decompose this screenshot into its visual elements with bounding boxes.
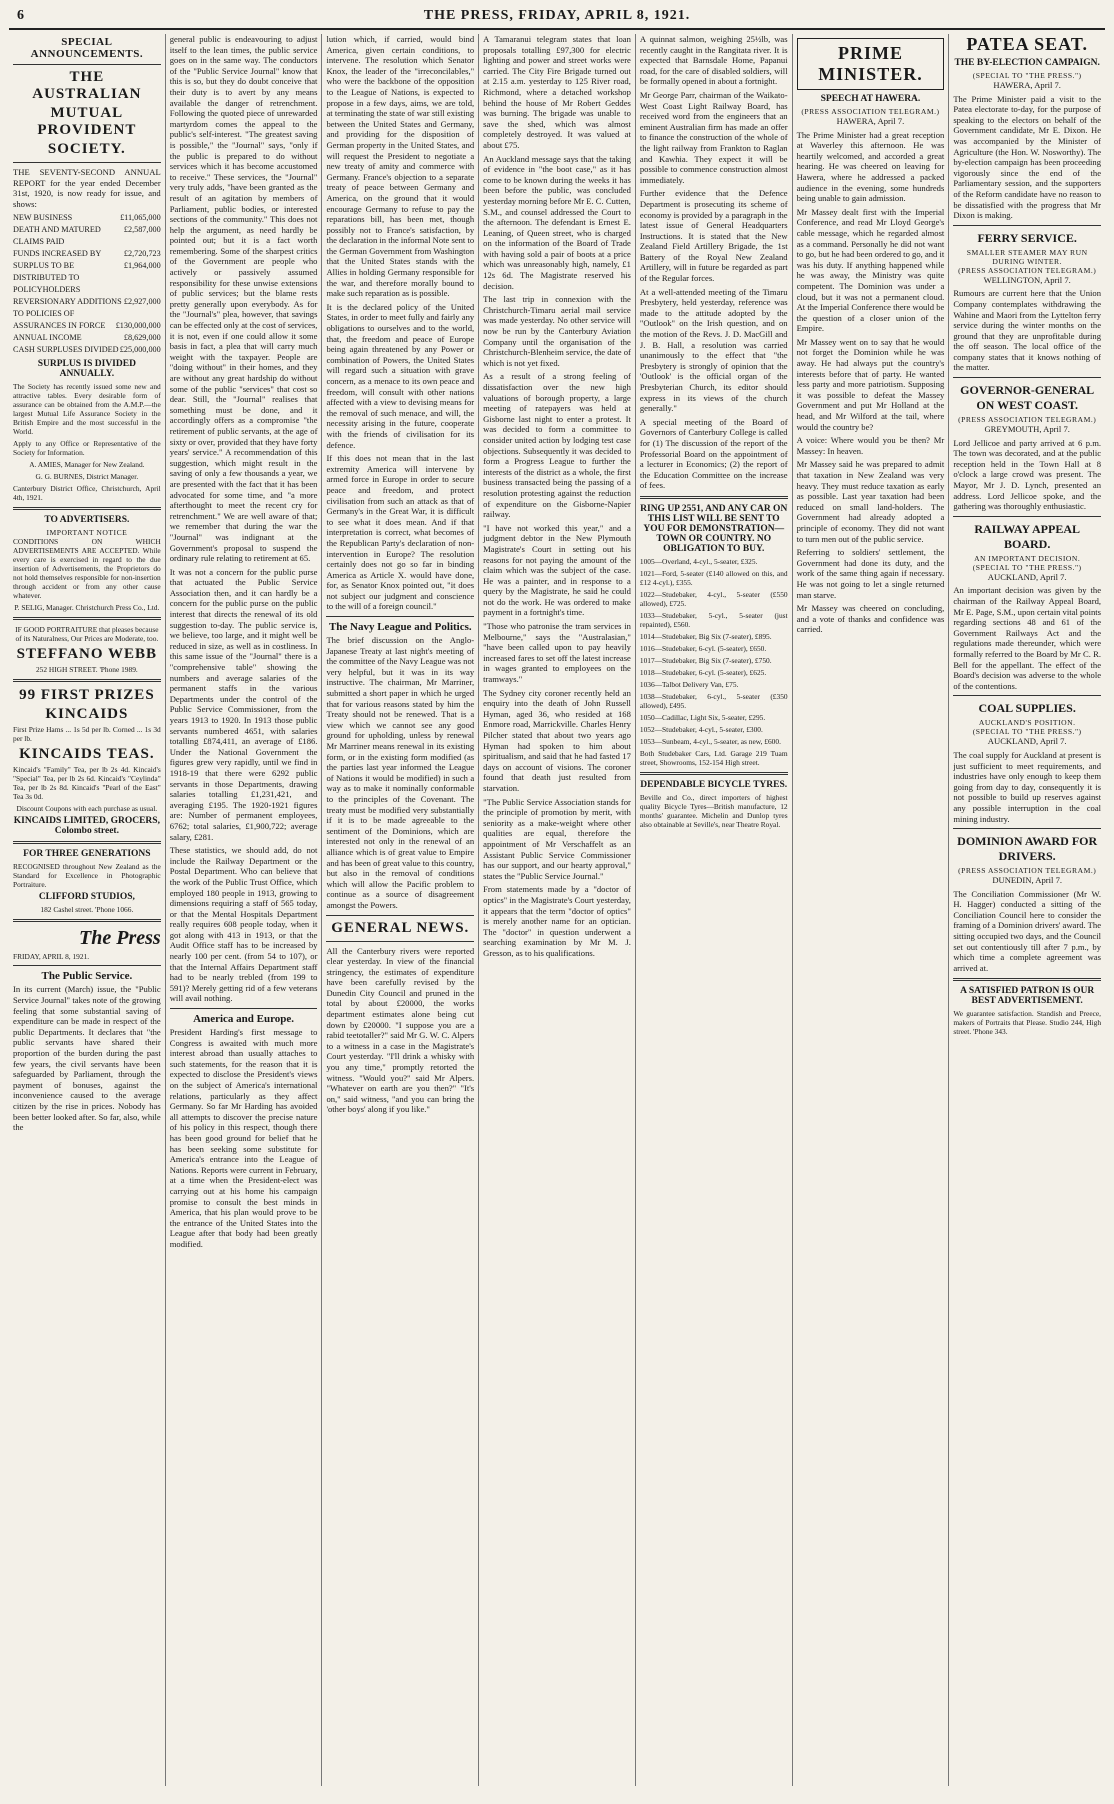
railway-subtitle: AN IMPORTANT DECISION. [974, 553, 1081, 563]
car-list-item: 1018—Studebaker, 6-cyl. (5-seater), £625. [639, 667, 767, 677]
article-text: Referring to soldiers' settlement, the Government had done its duty, and the work of the same thing again if necessary. He was not going to let a single returned man starve. [796, 547, 945, 600]
article-text: These statistics, we should add, do not include the Railway Department or the Postal Department. Who can believe that the work of the Public Trust Office, which employed 180 people in 1913, growing to dimensions requiring a staff of 565 today, or that the Mental Hospitals Department really requires 608 people today, when it got along with 413 in 1913, or that the Audit Office staff has to be increased by nearly 100 per cent. (from 54 to 107), or that the Internal Affairs Department staff had to be nearly trebled (from 199 to 591)? Merely getting rid of a few veterans will avail nothing. [169, 845, 318, 1004]
masthead-date: FRIDAY, APRIL 8, 1921. [13, 952, 90, 962]
ferry-service-title: FERRY SERVICE. [977, 230, 1077, 245]
amp-figure-row: FUNDS INCREASED BY £2,720,723 [13, 249, 161, 259]
bicycle-heading: DEPENDABLE BICYCLE TYRES. [640, 779, 788, 790]
car-list-item: 1022—Studebaker, 4-cyl., 5-seater (£550 allowed), £725. [639, 589, 788, 608]
article-text: The brief discussion on the Anglo-Japanese Treaty at last night's meeting of the committee of the Navy League was not very helpful, but it was in its way instructive. The chairman, Mr Marriner, submitted a short paper in which he urged that for various reasons stated by him the Treaty should not be renewed. That is a view which we cannot see any good ground for upholding, unless by renewal Mr Marriner means renewal in its existing form, or in the existing form modified (as the parties last year informed the League of Nations it would be modified) in such a way as to make it nominally conformable to the principles of the Covenant. The treaty must be modified very substantially if it is to be made agreeable to the sentiment of the Dominions, which are interested not only in the renewal of an alliance which is of great value to Empire and has been of great value to this country, but also in the removal of conditions which will allow the Pacific problem to continue as a source of disagreement amongst the Powers. [326, 635, 475, 910]
news-item: "The Public Service Association stands for the principle of promotion by merit, with seniority as a make-weight where other qualities are equal, therefore the appointment of Mr Verschaffelt as an Assistant Public Service Commissioner has our support, and our hearty approval," states the "Public Service Journal." [483, 796, 631, 881]
editorial-text: In its current (March) issue, the "Public Service Journal" takes note of the growing feeling that some substantial saving of expenditure can be made in respect of the public Departments. It declares that "the public servants have shared their proportion of the burden during the past few years, the civil servants have been safeguarded by Parliament, through the payment of bonuses, against the inconvenience caused to the average citizen by the rise in prices. Nobody has been better looked after. So far, also, while the [13, 984, 161, 1133]
newspaper-page [9, 8, 1105, 1788]
amp-office: Canterbury District Office, Christchurch, April 4th, 1921. [13, 484, 161, 503]
special-label: (SPECIAL TO "THE PRESS.") [972, 727, 1082, 737]
article-text: The Prime Minister paid a visit to the Patea electorate to-day, for the purpose of speaking to the electors on behalf of the Government candidate, Mr E. Dixon. He was accompanied by the Minister of Agriculture (the Hon. W. Nosworthy). The by-election campaign has been proceeding vigorously since the end of the Parliamentary session, and the supporters of the Reform candidate have no reason to be dissatisfied with the progress that Mr Dixon is making. [953, 93, 1102, 221]
page-number: 6 [17, 8, 24, 23]
news-item: Further evidence that the Defence Department is prosecuting its scheme of economy is provided by a paragraph in the latest issue of General Headquarters Instructions. It is stated that the New Zealand Field Artillery Brigade, the 1st Battery of the Royal New Zealand Artillery, will in future be regarded as part of the Regular forces. [639, 188, 788, 284]
article-text: A voice: Where would you be then? Mr Massey: In heaven. [796, 435, 945, 456]
amp-signature-2: G. G. BURNES, District Manager. [35, 472, 139, 482]
kincaids-tea-list: Kincaid's "Family" Tea, per lb 2s 4d. Kincaid's "Special" Tea, per lb 2s 6d. Kincaid's "Ceylinda" Tea, per lb 2s 8d. Kincaid's "Pearl of the East" Tea 3s 0d. [13, 765, 161, 802]
amp-title-1: THE AUSTRALIAN [32, 69, 142, 102]
column-7 [949, 34, 1105, 1786]
kincaids-limited: KINCAIDS LIMITED, GROCERS, Colombo street. [13, 816, 160, 837]
steffano-webb-address: 252 HIGH STREET. 'Phone 1989. [35, 665, 138, 675]
america-europe-title: America and Europe. [193, 1013, 295, 1026]
railway-appeal-title: RAILWAY APPEAL BOARD. [974, 521, 1081, 551]
advertisers-heading: TO ADVERTISERS. [44, 515, 130, 526]
news-item: At a well-attended meeting of the Timaru Presbytery, held yesterday, reference was made to the attitude adopted by the "Outlook" on the Irish question, and on the motion of the Revs. J. D. MacGill and J. B. Hall, a resolution was carried unanimously to the effect that "the Presbytery is strongly of opinion that the 'Outlook' is the official organ of the Presbyterian Church, its editor should express in its views of the church generally." [639, 286, 788, 414]
news-item: The Sydney city coroner recently held an enquiry into the death of John Russell Hyman, aged 36, who resided at 168 Enmore road, Marrickville. Charles Henry Pilcher stated that about two years ago Hyman had spoken to him about spiritualism, and said that he had fasted 17 days on account of visions. The coroner found that death just resulted from starvation. [483, 687, 631, 793]
coal-supplies-title: COAL SUPPLIES. [978, 701, 1076, 716]
amp-signature-1: A. AMIES, Manager for New Zealand. [29, 460, 145, 470]
news-item: A Tamaranui telegram states that loan proposals totalling £97,300 for electric lighting and power and street works were carried. The City Fire Brigade turned out at 2.15 a.m. yesterday to 125 River road, Richmond, where a detached workshop behind the house of Mr Robert Geddes was burning. The brigade was unable to save the shed, which was almost completely destroyed. It was valued at about £75. [483, 34, 631, 150]
press-telegram-label: (PRESS ASSOCIATION TELEGRAM.) [958, 866, 1097, 876]
amp-figure-row: SURPLUS TO BE DISTRIBUTED TO POLICYHOLDERS £1,964,000 [13, 261, 161, 295]
article-text: Mr Massey went on to say that he would not forget the Dominion while he was away. He had always put the country's interests before that of party. He wanted less party and more patriotism. Supposing it was possible to defeat the Massey Government and put Mr Holland at the head, and Mr Wilford at the tail, where would the country be? [796, 336, 945, 432]
dominion-award-title: DOMINION AWARD FOR DRIVERS. [957, 834, 1098, 864]
article-text: All the Canterbury rivers were reported clear yesterday. In view of the financial stringency, the estimates of expenditure have been carefully revised by the Dunedin City Council and pruned in the total by about £20000, the works department estimates alone being cut down by £20000. "I suppose you are a rabid teetotaller?" said Mr G. W. C. Alpers to a witness in a case in the Magistrate's Court yesterday. "I'll drink a whisky with you any time," promptly retorted the witness. "Would you?" said Mr Alpers. "Whatever on earth are you then?" "It's on," said witness, "and you can bring the 'other boys' along if you like." [326, 945, 475, 1115]
editorial-title: The Public Service. [41, 970, 133, 983]
article-text: Mr Massey dealt first with the Imperial Conference, and read Mr Lloyd George's cable message, which he regarded almost as a command. Personally he did not want to go, but he had been ordered to go, and it was his duty. If anything happened while he was away, the Ministry was quite competent. The Dominion was under a cloud, but it was not a permanent cloud. At the Imperial Conference there would be the question of a closer union of the Empire. [796, 206, 945, 334]
first-prizes-heading: 99 FIRST PRIZES [19, 687, 155, 704]
article-text: It was not a concern for the public purse that actuated the Public Service Association then, and it can hardly be a concern for the public purse on the public interest that directs the renewal of its old suggestion to-day. The public service is, we believe, too large, and it might well be reduced in size, as well as in costliness. In this same issue of the "Journal" there is a "comprehensive table" showing the numbers and average salaries of the permanent staffs in the various Departments under the control of the Public Service Commissioner, from the years 1913 to 1920. In 1913 those public servants numbered 4651, with salaries totalling £874,411, an average of £186. Under the National Government the figures grew very rapidly, until we find in 1918-19 that there were 6292 public servants in those Departments, drawing salaries totalling £1,231,421, and averaging £195. The 1920-1921 figures are: Number of permanent employees, 6762; total salaries, £1,900,722; average salary, £281. [169, 566, 318, 842]
news-item: Mr George Parr, chairman of the Waikato-West Coast Light Railway Board, has received word from the engineers that an eminent Australian firm has made an offer to finance the construction of the whole of the light railway from Frankton to Raglan and Kawhia. They expect it will be possible to commence construction almost immediately. [639, 89, 788, 185]
car-list-item: 1016—Studebaker, 6-cyl. (5-seater), £650. [639, 643, 767, 653]
car-list-item: 1038—Studebaker, 6-cyl., 5-seater (£350 allowed), £495. [639, 691, 788, 710]
news-item: A quinnat salmon, weighing 25½lb, was recently caught in the Rangitata river. It is expected that Barnsdale Home, Papanui road, for the care of disabled soldiers, will be formally opened in about a fortnight. [639, 34, 788, 87]
article-text: Lord Jellicoe and party arrived at 6 p.m. The town was decorated, and at the public reception held in the Town Hall at 8 o'clock a large crowd was present. The Mayor, Mr J. D. Lynch, presented an address. Lord Jellicoe spoke, and the gathering was thoroughly enthusiastic. [953, 437, 1102, 512]
kincaids-coupons: Discount Coupons with each purchase as usual. [16, 804, 158, 814]
car-list-item: 1005—Overland, 4-cyl., 5-seater, £325. [639, 556, 758, 566]
patea-subtitle: THE BY-ELECTION CAMPAIGN. [954, 58, 1100, 68]
amp-figure-row: ASSURANCES IN FORCE £130,000,000 [13, 321, 161, 331]
clifford-name: CLIFFORD STUDIOS, [38, 892, 135, 903]
news-item: The last trip in connexion with the Christchurch-Timaru aerial mail service was made yesterday. No other service will now be run by the Canterbury Aviation Company until the organisation of the Christchurch-Blenheim service, the date of which is not yet fixed. [483, 294, 631, 368]
dateline: AUCKLAND, April 7. [987, 736, 1067, 747]
column-6 [793, 34, 950, 1786]
paper-title: THE PRESS, FRIDAY, APRIL 8, 1921. [423, 8, 691, 23]
kincaids-prices: First Prize Hams ... 1s 5d per lb. Corned ... 1s 3d per lb. [13, 725, 161, 744]
article-text: The coal supply for Auckland at present is just sufficient to meet requirements, and industries have only enough to keep them going from day to day, consequently it is not possible to build up reserves against any possible interruption in the coal mining industry. [953, 749, 1102, 824]
amp-figures [13, 212, 161, 356]
satisfied-patron-heading: A SATISFIED PATRON IS OUR BEST ADVERTISEMENT. [960, 986, 1095, 1007]
news-item: An Auckland message says that the taking of evidence in "the boot case," as it has come to be known during the weeks it has been before the public, was concluded yesterday morning before Mr E. C. Cutten, S.M., and counsel addressed the Court to the afternoon. The defendant is Ernest E. Leaning, of Queen street, who is charged on the information of the Board of Trade with having sold a pair of boots at a price which was unreasonably high, namely, £1 12s 6d. The Magistrate reserved his decision. [483, 153, 631, 291]
amp-note: The Society has recently issued some new and attractive tables. Every desirable form of assurance can be obtained from the A.M.P.—the largest Mutual Life Assurance Society in the British Empire and the most successful in the World. [13, 382, 161, 437]
special-announcements-heading: SPECIAL ANNOUNCEMENTS. [30, 36, 144, 60]
page-header [9, 8, 1105, 30]
amp-apply: Apply to any Office or Representative of the Society for Information. [13, 439, 161, 458]
special-label: (SPECIAL TO "THE PRESS.") [972, 71, 1082, 80]
press-telegram-label: (PRESS ASSOCIATION TELEGRAM.) [801, 107, 940, 116]
car-ad-note: Both Studebaker Cars, Ltd. Garage 219 Tuam street, Showrooms, 152-154 High street. [639, 748, 788, 767]
column-1 [9, 34, 166, 1786]
article-text: The Conciliation Commissioner (Mr W. H. Hagger) conducted a sitting of the Conciliation Council here to consider the framing of a Dominion drivers' award. The sitting occupied two days, and the Council set out contentiously till after 7 p.m., by which time a complete agreement was arrived at. [953, 888, 1102, 973]
amp-divided: SURPLUS IS DIVIDED ANNUALLY. [37, 359, 136, 380]
car-list-item: 1053—Sunbeam, 4-cyl., 5-seater, as new, £600. [639, 736, 781, 746]
column-2 [166, 34, 323, 1786]
amp-title-2: MUTUAL PROVIDENT [37, 105, 137, 138]
dateline: HAWERA, April 7. [993, 80, 1061, 90]
amp-figure-row: NEW BUSINESS £11,065,000 [13, 213, 161, 223]
dateline: GREYMOUTH, April 7. [984, 424, 1070, 435]
car-list-item: 1033—Studebaker, 5-cyl., 5-seater (just repainted), £560. [639, 610, 788, 629]
news-item: "Those who patronise the tram services in Melbourne," says the "Australasian," "have been called upon to pay heavily increased fares to set off the latest increase in wages granted to employees on the tramways." [483, 621, 631, 685]
press-telegram-label: (PRESS ASSOCIATION TELEGRAM.) [958, 265, 1097, 275]
dateline: DUNEDIN, April 7. [992, 875, 1063, 886]
amp-title-3: SOCIETY. [47, 141, 126, 157]
kincaids-teas-heading: KINCAIDS TEAS. [19, 746, 155, 763]
ferry-subtitle: SMALLER STEAMER MAY RUN DURING WINTER. [966, 247, 1088, 266]
car-list-item: 1050—Cadillac, Light Six, 5-seater, £295. [639, 712, 766, 722]
amp-figure-row: REVERSIONARY ADDITIONS TO POLICIES OF £2,927,000 [13, 297, 161, 319]
news-item: "I have not worked this year," and a judgment debtor in the New Plymouth Magistrate's Court in setting out his reasons for not paying the amount of the claim which was the subject of the case. He was a painter, and in response to a query by the Magistrate, he said he could not do the work. He was ordered to make payment in a fortnight's time. [483, 522, 631, 618]
article-text: If this does not mean that in the last extremity America will intervene by armed force in Europe in order to secure peace and freedom, and protect civilisation from such an attack as that of Germany's in the Great War, it is difficult to see what it does mean. And if that interpretation is correct, what becomes of the Republican Party's declaration of non-intervention in Europe? The resolution certainly does not go so far in binding America as Article X. would have done, for, as Senator Knox pointed out, "it does not subject our judgment and conscience to the will of a foreign council." [326, 453, 475, 612]
advertisers-subheading: IMPORTANT NOTICE [46, 528, 128, 538]
amp-figure-row: ANNUAL INCOME £8,629,000 [13, 333, 161, 343]
press-telegram-label: (PRESS ASSOCIATION TELEGRAM.) [958, 415, 1097, 425]
amp-intro: THE SEVENTY-SECOND ANNUAL REPORT for the year ended December 31st, 1920, is now ready for issue, and shows: [13, 167, 161, 209]
article-text: It is the declared policy of the United States, in order to meet fully and fairly any obligations to ourselves and to the world, that, the freedom and peace of Europe being again threatened by any Power or combination of Powers, the United States will regard such a situation with grave concern, as a menace to its own peace and freedom, will consult with other nations affected with a view to devising means for the removal of such menace, and will, the necessity arising in the future, cooperate with the friends of civilisation for its defence. [326, 301, 475, 450]
amp-figure-row: DEATH AND MATURED CLAIMS PAID £2,587,000 [13, 225, 161, 247]
clifford-heading: FOR THREE GENERATIONS [23, 849, 151, 860]
article-text: general public is endeavouring to adjust itself to the lean times, the public service goes on in the same way. The conductors of the "Public Service Journal" know that this is so, but they do doubt conceive that their duty is to avert by any means available the danger of retrenchment. Following the quoted piece of unrewarded martyrdom comes the appeal to the public's self-interest. "The greatest saving is possible," the "Journal" says, "only if the public is prepared to do without services which it has become accustomed to receive." These services, the "Journal" very truly adds, "have been granted as the result of an agitation by members of Parliament, public bodies, or interested sections of the community." This does not help the argument, as need hardly be pointed out; but it is a fact worth remembering. Some of the sharpest critics of the Government are people who actively or passively assumed responsibility for these unwise extensions of public services; but the blame rests pretty generally upon everybody. As for the "Journal's" plea, however, that savings can be effected only at the cost of services, it is not, even if one could allow it some basis in fact, a plea that will carry much weight with the taxpayer. People are "doing without" in their homes, and they are without any great hardship do without some of the public "services" that cost so dear. Still, the "Journal" realises that something must be done, and it accordingly offers as a compromise "the retirement of public servants, at the age of sixty or over, provided that they have forty years' service." A recommendation of this suggestion, which might result in the saving of only a few thousands a year, we are presented with the fact that it has been advocated for some time, and "a more afterthought to meet the recent cry for retrenchment." We are well aware of that; we remember that during the war the "Journal" was indignant at the Government's proposal to suspend the ordinary rule relating to retirement at 65. [169, 34, 318, 564]
governor-general-title: GOVERNOR-GENERAL ON WEST COAST. [960, 383, 1095, 413]
article-text: lution which, if carried, would bind America, given certain conditions, to intervene. The resolution which Senator Knox, the leader of the "irreconcilables," who were the backbone of the opposition to the League of Nations, is expected to propose in a few days, aims, we are told, at terminating the state of war still existing between the United States and Germany, and providing for the disposition of German property in the United States, and will request the President to negotiate a new treaty of amity and commerce with Germany. France's objection to a separate treaty of peace between Germany and America, on the ground that it would encourage Germany to refuse to pay the reparations bill, has been met, though possibly not to France's satisfaction, by the declaration in the informal Note sent to the German Government from Washington that the United States stands with the Allies in holding Germany responsible for the war, and therefore morally bound to make such reparation as is possible. [326, 34, 475, 299]
article-text: Mr Massey said he was prepared to admit that taxation in New Zealand was very heavy. They must reduce taxation as early as possible. Last year taxation had been reduced on small land-holders. The Government had already adopted a principle of economy. They did not want to turn men out of the public service. [796, 459, 945, 544]
coal-subtitle: AUCKLAND'S POSITION. [978, 718, 1076, 728]
article-text: Mr Massey was cheered on concluding, and a vote of thanks and confidence was carried. [796, 603, 945, 635]
prime-minister-title: PRIME MINISTER. [818, 43, 923, 84]
news-item: A special meeting of the Board of Governors of Canterbury College is called for (1) The discussion of the report of the Professorial Board on the appointment of a lecturer in Economics; (2) the report of the Education Committee on the increase of fees. [639, 416, 788, 491]
dateline: WELLINGTON, April 7. [983, 274, 1071, 285]
prime-minister-subtitle: SPEECH AT HAWERA. [820, 94, 921, 104]
news-item: As a result of a strong feeling of dissatisfaction over the new high valuations of borough property, a large meeting of ratepayers was held at Gisborne last night to enter a protest. It was decided to form a committee to consider united action by lodging test case objections. Subsequently it was decided to form a Progress League to further the interests of the district as a whole, the first business transacted being the passing of a resolution protesting against the reduction of expenditure on the Gisborne-Napier railway. [483, 371, 631, 520]
special-label: (SPECIAL TO "THE PRESS.") [972, 562, 1082, 572]
car-list-item: 1017—Studebaker, Big Six (7-seater), £750. [639, 655, 772, 665]
column-5 [636, 34, 793, 1786]
amp-figure-row: CASH SURPLUSES DIVIDED £25,000,000 [13, 345, 161, 355]
article-text: An important decision was given by the chairman of the Railway Appeal Board, Mr E. Page, S.M., upon certain vital points regarding sections 48 and 61 of the Government Railways Act and the regulations made thereunder, which were formally referred to the Board by Mr C. R. Bell for the appellant. The effect of the Board's decision was adverse to the whole of the contentions. [953, 585, 1102, 691]
article-text: The Prime Minister had a great reception at Waverley this afternoon. He was heartily welcomed, and accorded a great hearing. He was cheered on leaving for Hawera, where he addressed a packed audience in the evening, some hundreds being unable to gain admission. [796, 129, 945, 204]
car-ad-heading: RING UP 2551, AND ANY CAR ON THIS LIST WILL BE SENT TO YOU FOR DEMONSTRATION—TOWN OR COUNTRY. NO OBLIGATION TO BUY. [640, 503, 788, 554]
clifford-text: RECOGNISED throughout New Zealand as the Standard for Excellence in Photographic Portraiture. [13, 862, 161, 890]
car-list-item: 1052—Studebaker, 4-cyl., 5-seater, £300. [639, 724, 763, 734]
column-4 [479, 34, 636, 1786]
news-item: From statements made by a "doctor of optics" in the Magistrate's Court yesterday, it appears that the term "doctor of optics" is merely another name for an optician. The "doctor" in question underwent a searching examination by Mr M. J. Gresson, as to his qualifications. [483, 884, 631, 958]
car-list [640, 557, 788, 746]
satisfied-patron-text: We guarantee satisfaction. Standish and Preece, makers of Portraits that Please. Studio 244, High street. 'Phone 343. [953, 1009, 1102, 1037]
article-text: President Harding's first message to Congress is awaited with much more interest abroad than usually attaches to such statements, for the reason that it is expected to disclose the President's views on the subject of America's international relations, particularly as they affect Germany. So far Mr Harding has avoided all attempts to discover the precise nature of his policy in this respect, though there has been good ground for belief that he has been seeking some substitute for America's entrance into the League of Nations. Reports were current in February, at a time when the President-elect was carrying out at his home his campaign promise to consult the best minds in America, that his plan would prove to be the entrance of the United States into the League after that body had been greatly modified. [169, 1027, 318, 1249]
car-list-item: 1014—Studebaker, Big Six (7-seater), £895. [639, 631, 772, 641]
general-news-heading: GENERAL NEWS. [331, 919, 470, 936]
advertisers-text: CONDITIONS ON WHICH ADVERTISEMENTS ARE ACCEPTED. While every care is exercised in regard to the due insertion of Advertisements, the Proprietors do not hold themselves responsible for non-insertion through accident or from any other cause whatever. [13, 537, 161, 601]
portraiture-ad: IF GOOD PORTRAITURE that pleases because of its Naturalness, Our Prices are Moderate, too. [15, 625, 159, 644]
advertisers-signature: P. SELIG, Manager. Christchurch Press Co., Ltd. [14, 603, 160, 613]
column-3 [322, 34, 479, 1786]
car-list-item: 1021—Ford, 5-seater (£140 allowed on this, and £12 4-cyl.), £355. [639, 568, 788, 587]
navy-league-title: The Navy League and Politics. [328, 621, 472, 634]
bicycle-text: Beville and Co., direct importers of highest quality Bicycle Tyres—British manufacture, 12 months' guarantee. Michelin and Dunlop tyres also obtainable at Seville's, near Theatre Royal. [639, 792, 788, 829]
kincaids-heading: KINCAIDS [45, 706, 129, 723]
prime-minister-box [797, 38, 945, 90]
dateline: AUCKLAND, April 7. [987, 571, 1067, 582]
masthead: The Press [79, 927, 161, 950]
patea-seat-title: PATEA SEAT. [966, 34, 1089, 54]
article-text: Rumours are current here that the Union Company contemplates withdrawing the Wahine and Maori from the Lyttelton ferry service during the winter months on the ground that they are unprofitable during the off season. The local office of the company states that it knows nothing of the matter. [953, 288, 1102, 373]
steffano-webb: STEFFANO WEBB [16, 646, 158, 663]
car-list-item: 1036—Talbot Delivery Van, £75. [639, 679, 739, 689]
dateline: HAWERA, April 7. [836, 116, 905, 126]
clifford-address: 182 Cashel street. 'Phone 1066. [40, 905, 134, 915]
